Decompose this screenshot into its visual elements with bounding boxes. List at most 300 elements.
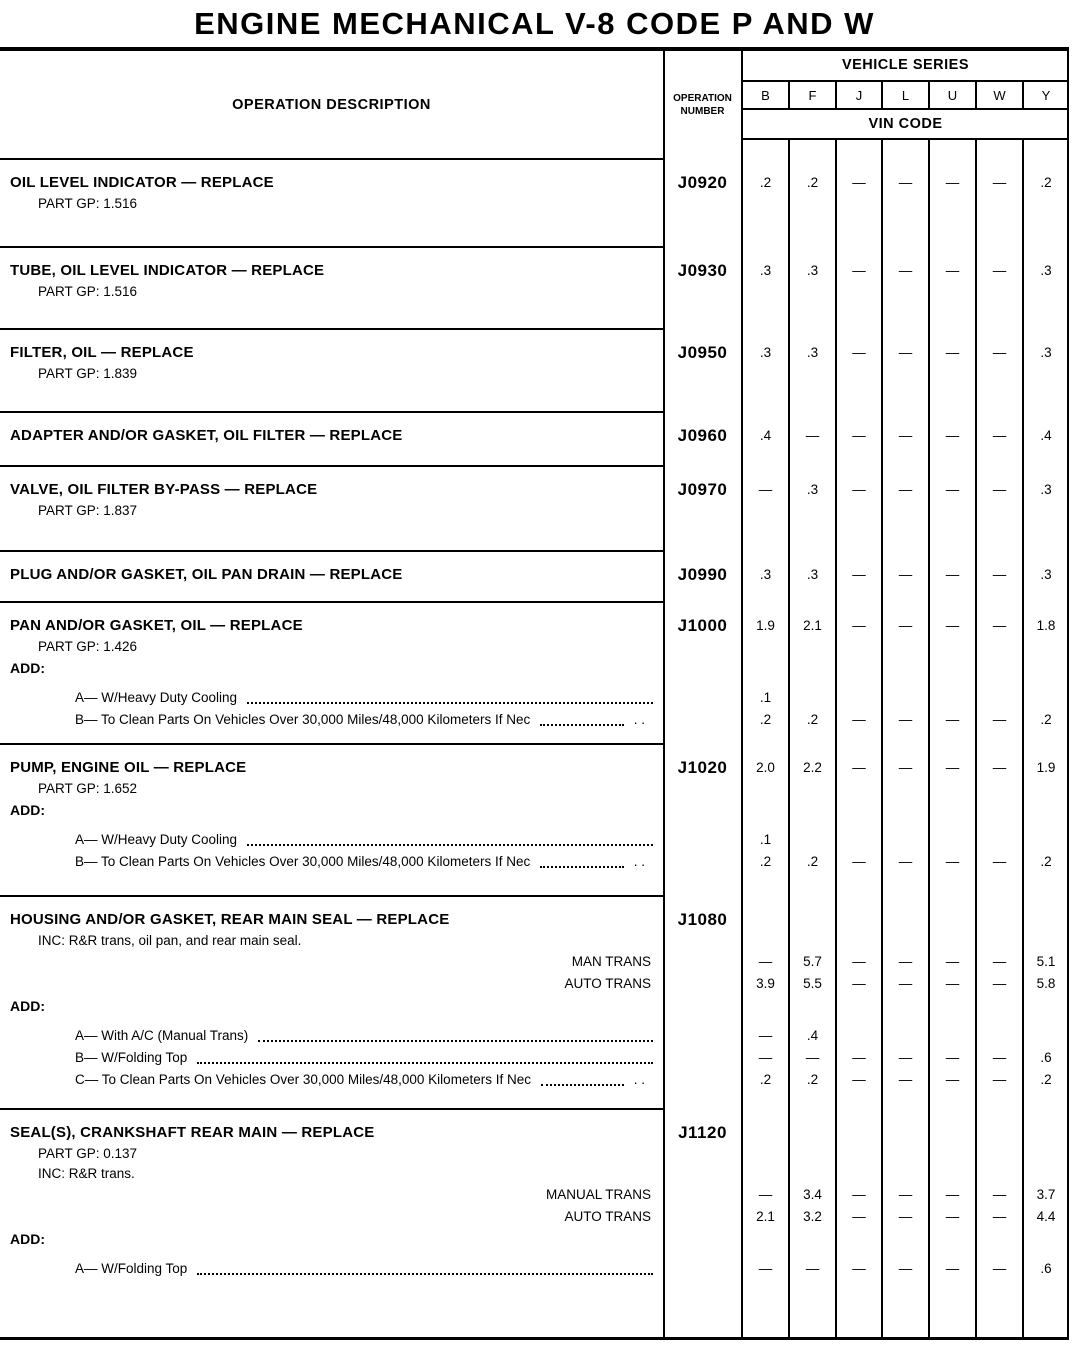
table-line (0, 194, 1069, 214)
operation-number (663, 799, 742, 821)
column-divider-line (928, 138, 930, 1338)
table-line (0, 260, 1069, 282)
dotted-leader (258, 1040, 653, 1042)
value-cell: — (992, 618, 1007, 633)
value-cell (882, 1164, 929, 1184)
value-cell (1023, 194, 1069, 214)
column-divider-line (835, 138, 837, 1338)
value-cell (882, 282, 929, 302)
col-header-operation-number (663, 50, 742, 160)
value-cell (742, 799, 789, 821)
value-cell (742, 637, 789, 657)
value-cell (882, 501, 929, 521)
value-cell (1023, 1025, 1069, 1047)
add-item-text: A— With A/C (Manual Trans) (75, 1028, 249, 1043)
value-cell: 5.1 (1036, 954, 1056, 969)
value-cell: — (758, 1050, 773, 1065)
value-cell: — (945, 345, 960, 360)
table-line (0, 1025, 1069, 1047)
value-cell: .2 (806, 1072, 819, 1087)
value-cell: .3 (1040, 482, 1052, 497)
add-item (0, 687, 663, 709)
vin-column-header-y: Y (1041, 87, 1051, 103)
value-cell (929, 931, 976, 951)
operation-number (663, 364, 742, 384)
table-line (0, 851, 1069, 873)
value-cell (1023, 995, 1069, 1017)
value-cell: — (898, 760, 913, 775)
operation-title: PLUG AND/OR GASKET, OIL PAN DRAIN — REPLACE (10, 566, 403, 583)
value-cell (882, 931, 929, 951)
value-cell: — (805, 1050, 820, 1065)
value-cell (929, 364, 976, 384)
value-cell (882, 637, 929, 657)
value-cell (1023, 637, 1069, 657)
value-cell: .2 (759, 1072, 772, 1087)
value-cell (929, 1144, 976, 1164)
column-divider-line (928, 80, 930, 108)
value-cell: — (992, 976, 1007, 991)
value-cell: — (898, 482, 913, 497)
value-cell: 5.7 (803, 954, 822, 969)
operation-detail: PART GP: 1.516 (38, 196, 138, 211)
value-cell (929, 779, 976, 799)
value-cell: — (992, 175, 1007, 190)
table-line (0, 973, 1069, 995)
column-divider-line (788, 138, 790, 1338)
dotted-leader (541, 1084, 624, 1086)
table-line (0, 342, 1069, 364)
value-cell (836, 637, 882, 657)
value-cell: 2.1 (803, 618, 822, 633)
value-cell (789, 779, 836, 799)
column-divider-line (1022, 80, 1024, 108)
value-cell: .3 (806, 482, 819, 497)
value-cell (789, 995, 836, 1017)
add-item-text: A— W/Heavy Duty Cooling (75, 690, 238, 705)
operation-number (663, 1184, 742, 1206)
value-cell (789, 931, 836, 951)
value-cell: — (992, 1050, 1007, 1065)
column-divider-line (881, 138, 883, 1338)
value-cell: 3.7 (1036, 1187, 1056, 1202)
table-line (0, 779, 1069, 799)
value-cell: .2 (806, 175, 819, 190)
value-cell: .2 (806, 712, 819, 727)
value-cell: .3 (1040, 345, 1052, 360)
operation-section-j0920 (0, 160, 1069, 248)
value-cell (976, 501, 1023, 521)
vin-code-label: VIN CODE (742, 110, 1069, 140)
value-cell (742, 1228, 789, 1250)
column-divider-line (881, 80, 883, 108)
value-cell (1023, 909, 1069, 931)
add-item (0, 851, 663, 873)
value-cell: — (945, 618, 960, 633)
value-cell (836, 1025, 882, 1047)
value-cell (1023, 1228, 1069, 1250)
value-cell: — (898, 854, 913, 869)
value-cell (929, 909, 976, 931)
value-cell: — (992, 1072, 1007, 1087)
value-cell (929, 1164, 976, 1184)
value-cell (976, 995, 1023, 1017)
value-cell (742, 194, 789, 214)
vin-column-header-w: W (993, 87, 1006, 103)
value-cell: — (852, 1261, 866, 1276)
value-cell (976, 931, 1023, 951)
operation-section-j0960 (0, 413, 1069, 467)
value-cell: — (945, 263, 960, 278)
dotted-leader (540, 866, 624, 868)
add-item (0, 1069, 663, 1091)
table-line (0, 615, 1069, 637)
value-cell: — (852, 1209, 866, 1224)
operation-section-j0930 (0, 248, 1069, 330)
value-cell: .2 (759, 712, 772, 727)
operation-section-j0970 (0, 467, 1069, 552)
operation-title: HOUSING AND/OR GASKET, REAR MAIN SEAL — REPLACE (10, 911, 450, 928)
value-cell: 2.2 (803, 760, 822, 775)
value-cell: — (945, 175, 960, 190)
operation-number (663, 1069, 742, 1091)
value-cell (789, 637, 836, 657)
value-cell (789, 829, 836, 851)
value-cell: — (992, 567, 1007, 582)
value-cell (976, 687, 1023, 709)
table-line (0, 829, 1069, 851)
value-cell (882, 1122, 929, 1144)
table-line (0, 799, 1069, 821)
value-cell: .3 (759, 345, 772, 360)
value-cell: — (898, 954, 913, 969)
value-cell (1023, 364, 1069, 384)
value-cell (836, 909, 882, 931)
value-cell (789, 194, 836, 214)
add-item (0, 1047, 663, 1069)
value-cell: 5.5 (803, 976, 822, 991)
column-divider-line (975, 138, 977, 1338)
add-label: ADD: (10, 998, 45, 1014)
value-cell (976, 829, 1023, 851)
value-cell: — (992, 712, 1007, 727)
value-cell (976, 282, 1023, 302)
column-divider-line (1022, 138, 1024, 1338)
operation-number (663, 1258, 742, 1280)
table-line (0, 951, 1069, 973)
value-cell (836, 799, 882, 821)
add-item (0, 709, 663, 731)
value-cell (836, 1122, 882, 1144)
value-cell: — (758, 1261, 773, 1276)
table-line (0, 364, 1069, 384)
value-cell (836, 1228, 882, 1250)
add-item-text: A— W/Folding Top (75, 1261, 188, 1276)
value-cell: — (852, 1072, 866, 1087)
value-cell: .2 (806, 854, 819, 869)
value-cell (789, 364, 836, 384)
add-item-text: B— To Clean Parts On Vehicles Over 30,000 Miles/48,000 Kilometers If Nec (75, 712, 531, 727)
column-divider-line (975, 80, 977, 108)
dotted-leader (197, 1273, 653, 1275)
value-cell (929, 1025, 976, 1047)
value-cell: — (992, 482, 1007, 497)
value-cell (742, 995, 789, 1017)
table-line (0, 564, 1069, 586)
operation-number: J1120 (678, 1123, 727, 1142)
operation-title: TUBE, OIL LEVEL INDICATOR — REPLACE (10, 262, 325, 279)
value-cell: — (898, 618, 913, 633)
operation-number (663, 851, 742, 873)
table-line (0, 995, 1069, 1017)
value-cell: — (992, 1187, 1007, 1202)
value-cell (789, 657, 836, 679)
operation-number: J1020 (677, 758, 728, 777)
value-cell: .1 (759, 690, 772, 705)
table-line (0, 1258, 1069, 1280)
operation-section-j1000 (0, 603, 1069, 745)
value-cell: .4 (1040, 428, 1052, 443)
value-cell (929, 799, 976, 821)
value-cell: — (992, 428, 1007, 443)
value-cell (1023, 1122, 1069, 1144)
table-line (0, 1069, 1069, 1091)
operation-number: J0930 (677, 261, 728, 280)
value-cell: .3 (806, 345, 819, 360)
value-cell: — (852, 712, 866, 727)
value-cell (882, 1228, 929, 1250)
value-cell (836, 995, 882, 1017)
value-cell (929, 687, 976, 709)
value-cell: .3 (1040, 263, 1052, 278)
value-cell: 2.0 (756, 760, 775, 775)
value-cell: — (852, 618, 866, 633)
value-cell: — (945, 1209, 960, 1224)
value-cell: — (992, 854, 1007, 869)
value-cell (742, 501, 789, 521)
dotted-leader (247, 844, 653, 846)
trans-variant-label: MAN TRANS (571, 954, 651, 969)
value-cell: 1.9 (1036, 760, 1056, 775)
table-line (0, 479, 1069, 501)
value-cell: 4.4 (1036, 1209, 1056, 1224)
value-cell: .3 (759, 567, 772, 582)
table-line (0, 1184, 1069, 1206)
value-cell (836, 1144, 882, 1164)
operation-number (663, 1025, 742, 1047)
trans-variant-label: AUTO TRANS (564, 976, 651, 991)
leader-trail: . . (633, 854, 645, 869)
value-cell (836, 779, 882, 799)
table-line (0, 501, 1069, 521)
value-cell: — (758, 482, 773, 497)
value-cell: — (945, 760, 960, 775)
value-cell: 3.9 (756, 976, 775, 991)
value-cell: — (945, 712, 960, 727)
operation-title: FILTER, OIL — REPLACE (10, 344, 194, 361)
value-cell (976, 799, 1023, 821)
vehicle-series-label: VEHICLE SERIES (742, 50, 1069, 82)
value-cell: — (898, 712, 913, 727)
value-cell: .2 (1040, 1072, 1052, 1087)
table-line (0, 1164, 1069, 1184)
value-cell (789, 799, 836, 821)
column-divider-line (788, 80, 790, 108)
value-cell (882, 909, 929, 931)
operation-number: J0950 (677, 343, 728, 362)
operation-number (663, 282, 742, 302)
value-cell (1023, 282, 1069, 302)
column-divider-line (663, 50, 665, 1338)
operation-number (663, 1206, 742, 1228)
table-line (0, 1122, 1069, 1144)
value-cell (882, 1025, 929, 1047)
value-cell: — (852, 976, 866, 991)
operation-number (663, 1164, 742, 1184)
value-cell (789, 501, 836, 521)
value-cell (742, 931, 789, 951)
table-line (0, 1047, 1069, 1069)
value-cell: 5.8 (1036, 976, 1056, 991)
value-cell: — (898, 1187, 913, 1202)
value-cell (789, 1144, 836, 1164)
operation-number: J0960 (677, 426, 728, 445)
value-cell (929, 1122, 976, 1144)
value-cell: 3.2 (803, 1209, 822, 1224)
add-item (0, 829, 663, 851)
add-item-text: C— To Clean Parts On Vehicles Over 30,000 Miles/48,000 Kilometers If Nec (75, 1072, 531, 1087)
add-item-text: B— To Clean Parts On Vehicles Over 30,000 Miles/48,000 Kilometers If Nec (75, 854, 531, 869)
value-cell (742, 364, 789, 384)
value-cell: .3 (806, 263, 819, 278)
value-cell (929, 829, 976, 851)
value-cell (1023, 501, 1069, 521)
value-cell: — (945, 1072, 960, 1087)
column-divider-line (1067, 50, 1069, 1338)
dotted-leader (197, 1062, 653, 1064)
vin-column-headers (742, 82, 1069, 110)
value-cell: — (758, 1187, 773, 1202)
value-cell (882, 657, 929, 679)
value-cell: — (852, 954, 866, 969)
operation-title: PUMP, ENGINE OIL — REPLACE (10, 759, 247, 776)
table-line (0, 1144, 1069, 1164)
value-cell: — (898, 567, 913, 582)
value-cell (882, 829, 929, 851)
value-cell (836, 194, 882, 214)
value-cell (1023, 657, 1069, 679)
value-cell: — (898, 263, 913, 278)
value-cell: — (852, 263, 866, 278)
value-cell (882, 1144, 929, 1164)
value-cell (742, 282, 789, 302)
page-title: ENGINE MECHANICAL V-8 CODE P AND W (194, 6, 875, 41)
value-cell (929, 194, 976, 214)
value-cell: — (945, 854, 960, 869)
value-cell (882, 799, 929, 821)
vehicle-series-header (742, 50, 1069, 160)
value-cell (789, 909, 836, 931)
vin-column-header-f: F (808, 87, 817, 103)
operation-section-j1120 (0, 1110, 1069, 1340)
value-cell: .4 (759, 428, 772, 443)
value-cell (836, 687, 882, 709)
operation-number (663, 951, 742, 973)
operation-number (663, 1228, 742, 1250)
table-line (0, 425, 1069, 447)
add-label: ADD: (10, 802, 45, 818)
value-cell (836, 1164, 882, 1184)
value-cell (742, 1164, 789, 1184)
value-cell (929, 657, 976, 679)
operation-number (663, 779, 742, 799)
value-cell: — (805, 428, 820, 443)
operation-number-label-line1: OPERATION (673, 93, 732, 104)
value-cell: — (992, 954, 1007, 969)
value-cell (976, 1144, 1023, 1164)
value-cell: — (898, 976, 913, 991)
value-cell: 3.4 (803, 1187, 822, 1202)
value-cell: — (945, 567, 960, 582)
value-cell (836, 501, 882, 521)
operation-number-label-line2: NUMBER (680, 106, 725, 117)
value-cell (929, 637, 976, 657)
value-cell: — (992, 345, 1007, 360)
value-cell (742, 1144, 789, 1164)
value-cell (882, 687, 929, 709)
operation-number (663, 1144, 742, 1164)
table-line (0, 1228, 1069, 1250)
operation-detail: PART GP: 1.837 (38, 503, 138, 518)
table-line (0, 172, 1069, 194)
value-cell (1023, 829, 1069, 851)
value-cell: — (898, 1050, 913, 1065)
operation-number: J1080 (677, 910, 728, 929)
trans-variant-label: MANUAL TRANS (545, 1187, 651, 1202)
value-cell (836, 829, 882, 851)
value-cell (976, 364, 1023, 384)
value-cell: .2 (1040, 175, 1052, 190)
value-cell (929, 501, 976, 521)
vin-column-header-u: U (947, 87, 958, 103)
value-cell (882, 194, 929, 214)
operation-number (663, 995, 742, 1017)
value-cell (1023, 1164, 1069, 1184)
table-line (0, 282, 1069, 302)
value-cell: — (852, 345, 866, 360)
value-cell: .2 (759, 175, 772, 190)
value-cell (976, 1025, 1023, 1047)
operation-detail: PART GP: 1.516 (38, 284, 138, 299)
operation-title: ADAPTER AND/OR GASKET, OIL FILTER — REPLACE (10, 427, 403, 444)
table-line (0, 1206, 1069, 1228)
operation-section-j1080 (0, 897, 1069, 1110)
operation-section-j0950 (0, 330, 1069, 413)
operation-title: PAN AND/OR GASKET, OIL — REPLACE (10, 617, 303, 634)
value-cell: — (992, 760, 1007, 775)
value-cell: — (852, 1187, 866, 1202)
column-divider-line (835, 80, 837, 108)
table-line (0, 709, 1069, 731)
value-cell (836, 931, 882, 951)
trans-variant-label: AUTO TRANS (564, 1209, 651, 1224)
value-cell (789, 687, 836, 709)
value-cell: 2.1 (756, 1209, 775, 1224)
operation-detail: PART GP: 1.426 (38, 639, 138, 654)
value-cell: — (852, 854, 866, 869)
value-cell: — (898, 345, 913, 360)
value-cell: .2 (1040, 854, 1052, 869)
